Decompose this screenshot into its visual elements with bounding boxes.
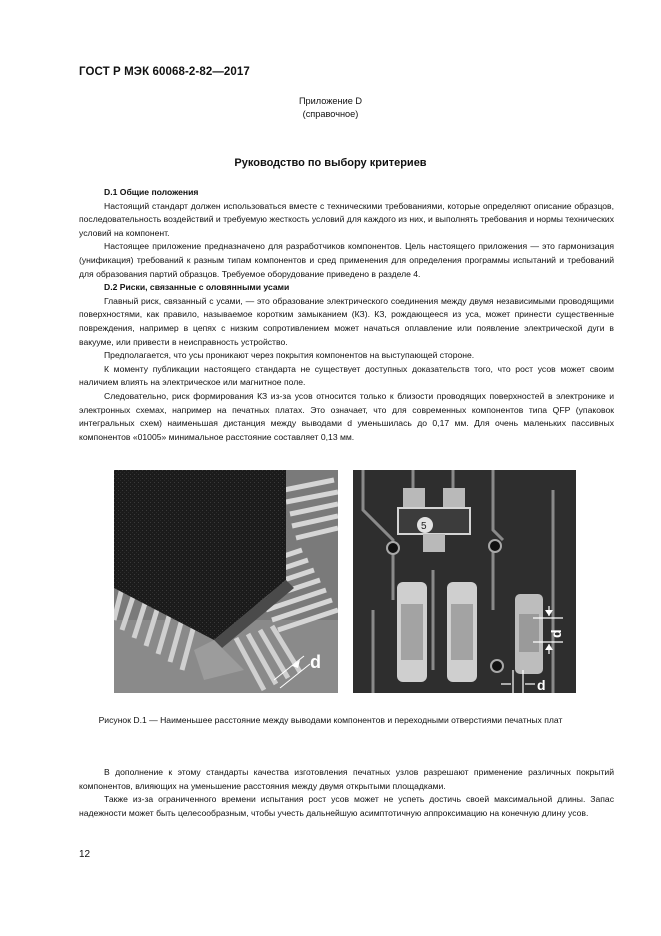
- paragraph: В дополнение к этому стандарты качества изготовления печатных узлов разрешают применение различных покрытий компонентов, влияющих на уменьшение расстояния между двумя открытыми площадками.: [79, 767, 614, 791]
- pcb-components-photo: [353, 470, 576, 693]
- main-text: [79, 186, 614, 444]
- dimension-label-d-horizontal: d: [537, 677, 546, 693]
- section-heading-d1: D.1 Общие положения: [104, 187, 199, 197]
- svg-text:5: 5: [421, 521, 427, 532]
- annex-title: Приложение D: [298, 96, 363, 106]
- document-header: ГОСТ Р МЭК 60068-2-82—2017: [79, 66, 250, 78]
- dimension-label-d: d: [310, 652, 321, 672]
- paragraph: Следовательно, риск формирования КЗ из-за усов относится только к близости проводящих поверхностей в электронике и электронных схемах, например на печатных платах. Это означает, что для современных компонентов типа QFP (упаковок интегральных схем) наименьшая дистанция между выводами d уменьшилась до 0,17 мм. Для очень маленьких пассивных компонентов «01005» минимальное расстояние составляет 0,13 мм.: [79, 390, 614, 442]
- document-title: Руководство по выбору критериев: [234, 157, 427, 169]
- qfp-leads-photo: [114, 470, 338, 693]
- paragraph: Главный риск, связанный с усами, — это образование электрического соединения между двумя независимыми проводящими поверхностями, как правило, называемое коротким замыканием (КЗ). КЗ, рождающееся из уса, может принести существенные повреждения, например в цепях с низким сопротивлением может начаться оплавление или появление электрической дуги в вакууме, или привести в неисправность устройство.: [79, 295, 614, 347]
- paragraph: Настоящий стандарт должен использоваться вместе с техническими требованиями, которые определяют описание образцов, последовательность воздействий и требуемую жесткость условий для каждого из них, и выполнять требования и нормы технических условий на компонент.: [79, 200, 614, 238]
- paragraph: Также из-за ограниченного времени испытания рост усов может не успеть достичь своей максимальной длины. Запас надежности может быть целесообразным, чтобы учесть дальнейшую асимптотичную аппроксимацию на конечную длину усов.: [79, 794, 614, 818]
- section-heading-d2: D.2 Риски, связанные с оловянными усами: [104, 282, 290, 293]
- paragraph: К моменту публикации настоящего стандарта не существует доступных доказательств того, что рост усов может своим наличием влиять на электрическое или магнитное поле.: [79, 363, 614, 388]
- annex-type: (справочное): [302, 109, 359, 119]
- dimension-label-d-vertical: d: [548, 629, 564, 638]
- page-number: 12: [79, 849, 91, 860]
- figure-caption: Рисунок D.1 — Наименьшее расстояние между выводами компонентов и переходными отверстиями печатных плат: [98, 715, 563, 725]
- after-figure-text: [79, 766, 614, 820]
- paragraph: Предполагается, что усы проникают через покрытия компонентов на выступающей стороне.: [104, 350, 475, 361]
- paragraph: Настоящее приложение предназначено для разработчиков компонентов. Цель настоящего приложения — это гармонизация (унификация) требований к разным типам компонентов и сред применения для определения программы испытаний и требований для образования партий образцов. Требуемое оборудование приведено в разделе 4.: [79, 241, 614, 279]
